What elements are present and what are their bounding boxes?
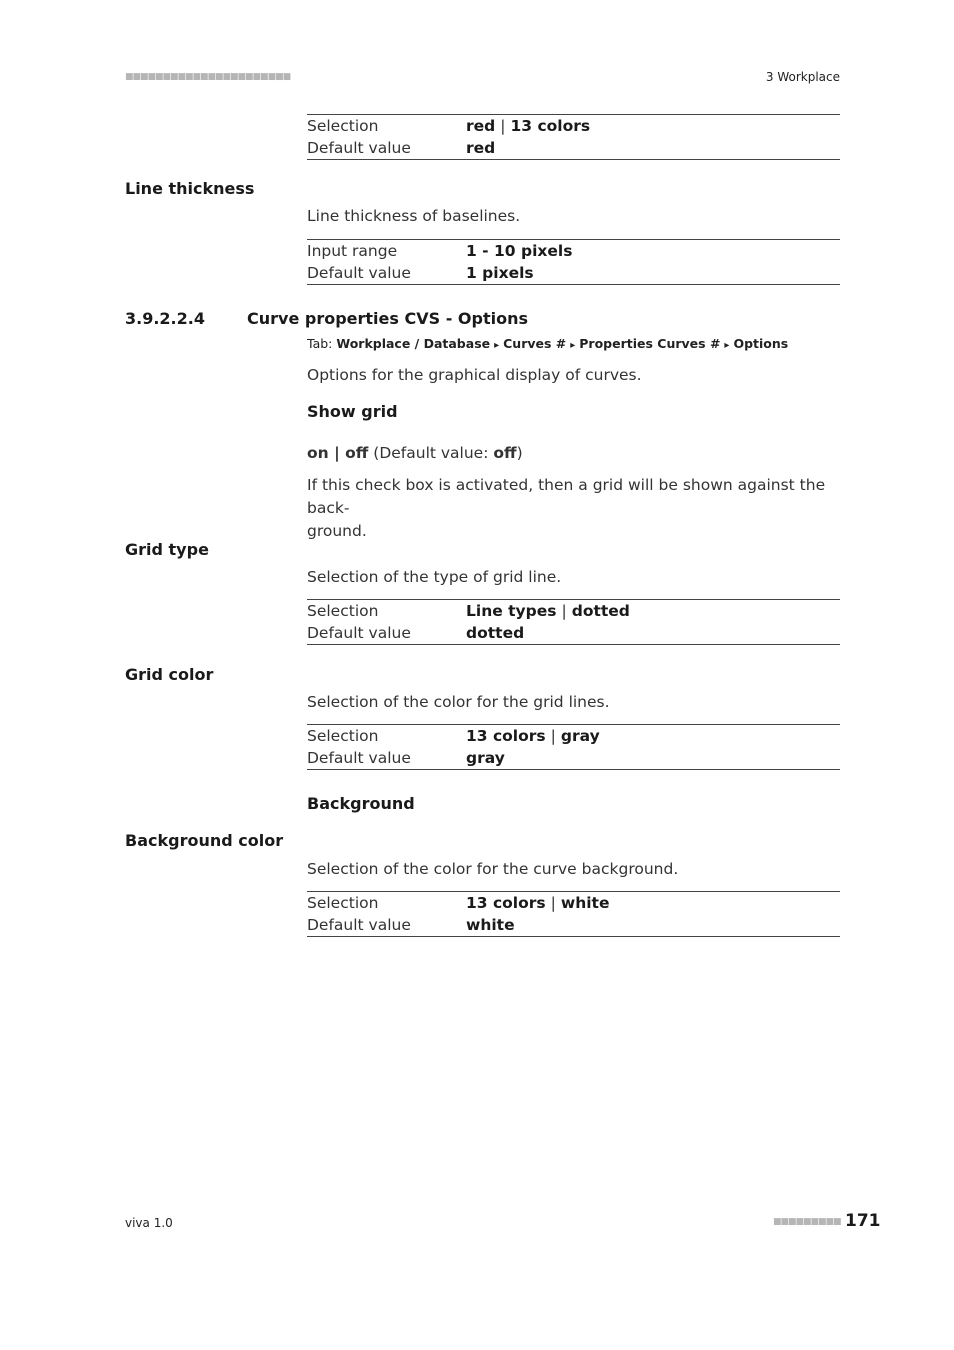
selection-table-top (307, 114, 840, 160)
tab-path-item: Workplace / Database (336, 336, 491, 351)
background-color-table (307, 891, 840, 937)
show-grid-heading: Show grid (307, 402, 398, 421)
grid-type-table (307, 599, 840, 645)
show-grid-description: If this check box is activated, then a grid will be shown against the back- ground. (307, 476, 826, 540)
row-value: Line types | dotted (466, 602, 630, 620)
row-label: Selection (307, 727, 379, 745)
page-number: 171 (845, 1211, 881, 1231)
row-value: 13 colors | gray (466, 727, 600, 745)
row-value: 1 pixels (466, 264, 534, 282)
show-grid-options: on | off (Default value: off) (307, 444, 523, 462)
footer-decoration: ■■■■■■■■■ (773, 1217, 841, 1227)
tab-path-item: Properties Curves # (579, 336, 721, 351)
line-thickness-table (307, 239, 840, 285)
table-row (307, 600, 840, 622)
header-section-title: 3 Workplace (765, 70, 840, 84)
table-row (307, 747, 840, 769)
table-row (307, 892, 840, 914)
tab-path-item: Curves # (503, 336, 567, 351)
table-row (307, 240, 840, 262)
tab-path: Tab: Workplace / Database ▸ Curves # ▸ Properties Curves # ▸ Options (307, 336, 789, 351)
row-value: white (466, 916, 515, 934)
table-row (307, 725, 840, 747)
table-row (307, 262, 840, 284)
row-value: 13 colors | white (466, 894, 610, 912)
row-label: Default value (307, 749, 411, 767)
row-value: red (466, 139, 496, 157)
grid-type-heading: Grid type (125, 540, 209, 559)
grid-type-description: Selection of the type of grid line. (307, 568, 562, 586)
table-row (307, 115, 840, 137)
row-value: 1 - 10 pixels (466, 242, 573, 260)
section-intro: Options for the graphical display of curves. (307, 366, 642, 384)
section-title: Curve properties CVS - Options (247, 309, 529, 328)
row-label: Default value (307, 624, 411, 642)
arrow-right-icon: ▸ (494, 340, 500, 351)
footer-product: viva 1.0 (125, 1216, 173, 1230)
line-thickness-description: Line thickness of baselines. (307, 207, 521, 225)
row-label: Input range (307, 242, 398, 260)
background-color-heading: Background color (125, 831, 284, 850)
table-row (307, 137, 840, 159)
row-value: dotted (466, 624, 525, 642)
grid-color-heading: Grid color (125, 665, 214, 684)
line-thickness-heading: Line thickness (125, 179, 255, 198)
row-label: Selection (307, 602, 379, 620)
tab-path-item: Options (733, 336, 789, 351)
row-label: Default value (307, 264, 411, 282)
background-heading: Background (307, 794, 415, 813)
table-row (307, 622, 840, 644)
row-value: red | 13 colors (466, 117, 591, 135)
row-label: Default value (307, 139, 411, 157)
table-row (307, 914, 840, 936)
header-decoration: ■■■■■■■■■■■■■■■■■■■■■■ (125, 72, 291, 82)
section-number: 3.9.2.2.4 (125, 309, 205, 328)
arrow-right-icon: ▸ (570, 340, 576, 351)
grid-color-table (307, 724, 840, 770)
row-label: Selection (307, 117, 379, 135)
row-label: Selection (307, 894, 379, 912)
grid-color-description: Selection of the color for the grid lines. (307, 693, 610, 711)
arrow-right-icon: ▸ (724, 340, 730, 351)
background-color-description: Selection of the color for the curve background. (307, 860, 679, 878)
row-value: gray (466, 749, 505, 767)
row-label: Default value (307, 916, 411, 934)
